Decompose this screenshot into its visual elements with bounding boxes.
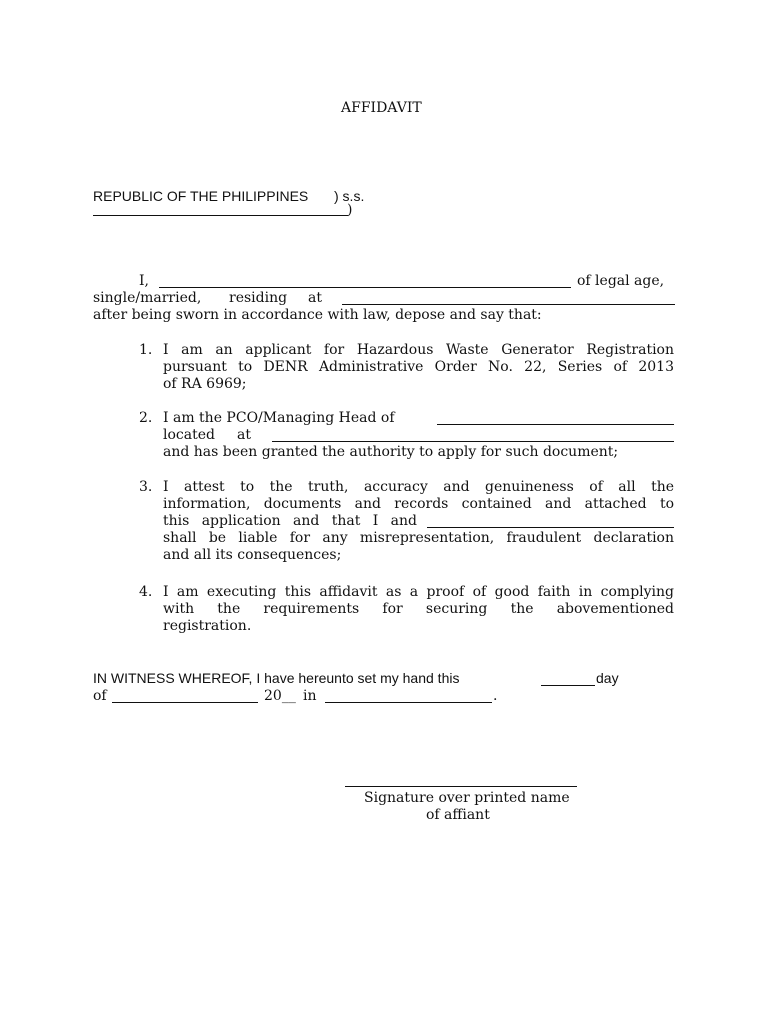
- establishment-blank[interactable]: [437, 424, 674, 425]
- intro-after-sworn: after being sworn in accordance with law, depose and say that:: [93, 307, 542, 323]
- venue-blank[interactable]: [93, 215, 348, 216]
- witness-of: of: [93, 688, 107, 704]
- item-3-number: 3.: [139, 479, 153, 495]
- item-3-line-5: and all its consequences;: [163, 547, 342, 563]
- place-blank[interactable]: [325, 702, 492, 703]
- witness-period: .: [493, 688, 498, 704]
- intro-residing: residing: [229, 290, 288, 306]
- residence-blank[interactable]: [342, 304, 675, 305]
- intro-i: I,: [139, 273, 149, 289]
- witness-day: day: [596, 670, 619, 686]
- item-2-at: at: [237, 427, 251, 443]
- venue-republic: REPUBLIC OF THE PHILIPPINES: [93, 188, 309, 204]
- item-4-line-1: I am executing this affidavit as a proof of good faith in complying: [163, 584, 674, 600]
- item-1-line-2: pursuant to DENR Administrative Order No. 22, Series of 2013: [163, 359, 674, 375]
- signature-line[interactable]: [345, 786, 577, 787]
- item-1-line-3: of RA 6969;: [163, 376, 247, 392]
- document-title: AFFIDAVIT: [341, 100, 422, 116]
- venue-ss: ) s.s.: [334, 188, 365, 204]
- witness-in: in: [303, 688, 317, 704]
- item-3-line-2: information, documents and records contained and attached to: [163, 496, 674, 512]
- intro-at: at: [308, 290, 322, 306]
- venue-close-paren: ): [347, 202, 353, 218]
- item-3-line-3: this application and that I and: [163, 513, 417, 529]
- item-3-line-4: shall be liable for any misrepresentation, fraudulent declaration: [163, 530, 674, 546]
- item-2-line-1: I am the PCO/Managing Head of: [163, 410, 395, 426]
- item-1-line-1: I am an applicant for Hazardous Waste Generator Registration: [163, 342, 674, 358]
- signature-caption-2: of affiant: [426, 807, 490, 823]
- item-2-located: located: [163, 427, 215, 443]
- day-blank[interactable]: [541, 685, 595, 686]
- witness-year: 20__: [264, 688, 296, 704]
- item-1-number: 1.: [139, 342, 153, 358]
- item-4-line-3: registration.: [163, 618, 252, 634]
- witness-line-1: IN WITNESS WHEREOF, I have hereunto set my hand this: [93, 670, 460, 686]
- item-2-line-3: and has been granted the authority to apply for such document;: [163, 444, 619, 460]
- co-affiant-blank[interactable]: [427, 527, 674, 528]
- item-3-line-1: I attest to the truth, accuracy and genuineness of all the: [163, 479, 674, 495]
- item-4-number: 4.: [139, 584, 153, 600]
- establishment-address-blank[interactable]: [272, 441, 674, 442]
- signature-caption-1: Signature over printed name: [364, 790, 570, 806]
- item-4-line-2: with the requirements for securing the abovementioned: [163, 601, 674, 617]
- item-2-number: 2.: [139, 410, 153, 426]
- month-blank[interactable]: [112, 702, 258, 703]
- affiant-name-blank[interactable]: [159, 287, 571, 288]
- intro-single-married: single/married,: [93, 290, 202, 306]
- intro-legal-age: of legal age,: [577, 273, 665, 289]
